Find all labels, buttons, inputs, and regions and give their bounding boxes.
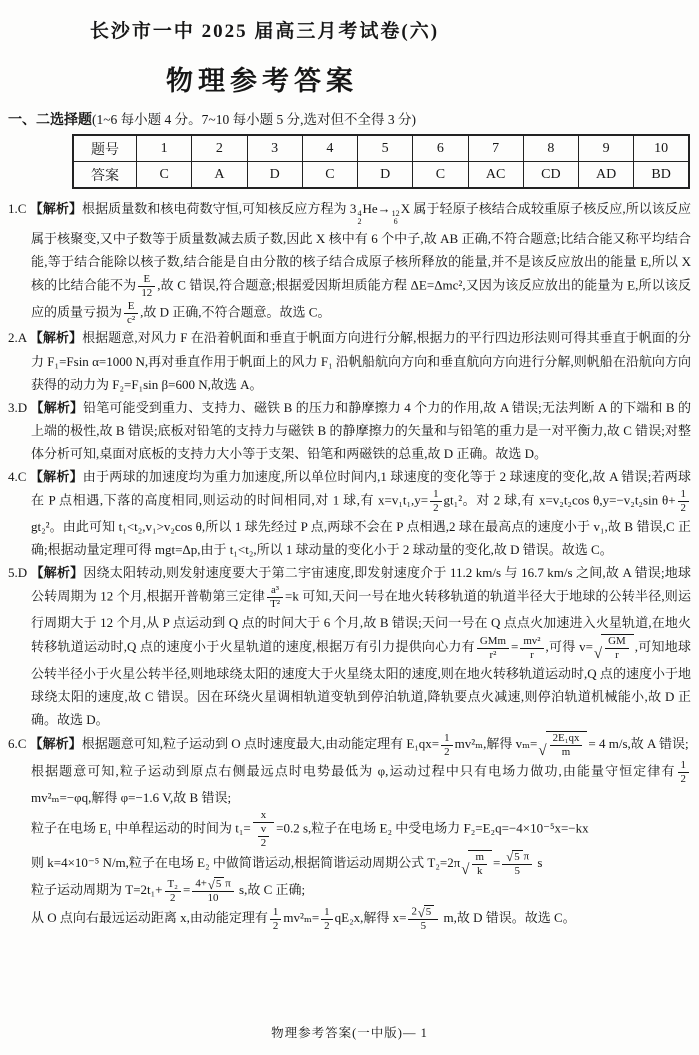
- answer-cell: CD: [523, 162, 578, 189]
- analysis-label: 【解析】: [29, 330, 83, 346]
- question-number-cell: 2: [192, 135, 247, 162]
- analysis-label: 【解析】: [29, 201, 83, 216]
- solution-number: 5.D: [8, 565, 31, 581]
- answer-cell: C: [302, 162, 357, 189]
- question-number-cell: 1: [137, 135, 192, 162]
- answer-cell: AC: [468, 162, 523, 189]
- solution-item-1.C: [8, 197, 691, 326]
- answers-title: 物理参考答案: [166, 66, 358, 96]
- solution-paragraph: 根据题意可知,粒子运动到原点右侧最远点时电势最低为 φ,运动过程中只有电场力做功,由能量守恒定律有 $\frac{1}{2}$ mv²ₘ=−φq,解得 φ=−1.6 V,故 B 错误;: [31, 759, 691, 809]
- number-row-header: 题号: [73, 135, 137, 162]
- solution-paragraph: 粒子在电场 E₁ 中单程运动的时间为 t₁= $\frac{x}{\frac{v}{2}}$ =0.2 s,粒子在电场 E₂ 中受电场力 F₂=E₂q=−4×10⁻⁵x=−kx: [31, 809, 589, 849]
- question-number-cell: 10: [634, 135, 689, 162]
- answer-table: [72, 134, 690, 189]
- solution-paragraph: 3.D 【解析】铅笔可能受到重力、支持力、磁铁 B 的压力和静摩擦力 4 个力的作用,故 A 错误;无法判断 A 的下端和 B 的上端的极性,故 B 错误;底板对铅笔的支持力与磁铁 B 的静摩擦力的矢量和与铅笔的重力是一对平衡力,故 C 错误;对整体分析可知,桌面对底板的支持力大小等于支架、铅笔和两磁铁的总重,故 D 正确。故选 D。: [8, 399, 691, 462]
- question-number-cell: 9: [579, 135, 634, 162]
- solution-paragraph: 1.C 【解析】根据质量数和核电荷数守恒,可知核反应方程为 3 4 2 He→ 12 6 X 属于轻原子核结合成较重原子核反应,所以该反应属于核聚变,又中子数等于质量数减去质子数,因此 X 核中有 6 个中子,故 AB 正确,不符合题意;比结合能又称平均结合能,等于结合能除以核子数,结合能是自由分散的核子结合成原子核所释放的能量,并不是该反应放出的能量 E,所以 X 核的比结合能不为 $\frac{E}{12}$ ,故 C 错误,符合题意;根据爱因斯坦质能方程 ΔE=Δmc²,又因为该反应放出的能量为 E,所以该反应的质量亏损为 $\frac{E}{\text{c²}}$ ,故 D 正确,不符合题意。故选 C。: [8, 201, 691, 326]
- analysis-label: 【解析】: [30, 399, 84, 415]
- solutions: [8, 197, 691, 933]
- solution-paragraph: 2.A 【解析】根据题意,对风力 F 在沿着帆面和垂直于帆面方向进行分解,根据力的平行四边形法则可得其垂直于帆面的分力 F₁=Fsin α=1000 N,再对垂直作用于帆面上的风力 F₁ 沿帆船航向方向和垂直航向方向进行分解,则帆船在沿航向方向获得的动力为 F₂=F₁sin β=600 N,故选 A。: [8, 330, 691, 392]
- answer-cell: C: [137, 162, 192, 189]
- analysis-label: 【解析】: [29, 736, 82, 752]
- solution-item-3.D: [8, 396, 691, 465]
- question-number-cell: 4: [302, 135, 357, 162]
- solution-paragraph: 4.C 【解析】由于两球的加速度均为重力加速度,所以单位时间内,1 球速度的变化等于 2 球速度的变化,故 A 错误;若两球在 P 点相遇,下落的高度相同,则运动的时间相同,对 1 球,有 x=v₁t₁,y= $\frac{1}{2}$ gt₁²。对 2 球,有 x=v₂t₂cos θ,y=−v₂t₂sin θ+ $\frac{1}{2}$ gt₂²。由此可知 t₁<t₂,v₁>v₂cos θ,所以 1 球先经过 P 点,两球不会在 P 点相遇,2 球在最高点的速度小于 v₁,故 B 错误,C 正确;根据动量定理可得 mgt=Δp,由于 t₁<t₂,所以 1 球动量的变化小于 2 球动量的变化,故 D 错误。故选 C。: [8, 469, 691, 558]
- exam-title: 长沙市一中 2025 届高三月考试卷(六): [89, 21, 440, 42]
- section-heading: [8, 108, 691, 129]
- answer-cell: AD: [579, 162, 634, 189]
- question-number-cell: 8: [523, 135, 578, 162]
- solution-number: 6.C: [8, 736, 30, 752]
- section-heading-bold: 一、二选择题: [8, 113, 92, 128]
- solution-number: 1.C: [8, 201, 30, 216]
- question-number-cell: 7: [468, 135, 523, 162]
- solution-item-6.C: [8, 731, 691, 933]
- solution-number: 4.C: [8, 469, 30, 485]
- solution-item-4.C: [8, 465, 691, 561]
- solution-item-2.A: [8, 326, 691, 395]
- answer-cell: D: [358, 162, 413, 189]
- question-number-cell: 5: [358, 135, 413, 162]
- question-number-cell: 3: [247, 135, 302, 162]
- analysis-label: 【解析】: [30, 565, 84, 581]
- solution-paragraph: 则 k=4×10⁻⁵ N/m,粒子在电场 E₂ 中做简谐运动,根据简谐运动周期公式 T₂=2π √ $\frac{m}{k}$ = √ 5 π 5 s: [31, 850, 543, 878]
- solution-number: 3.D: [8, 399, 31, 415]
- answer-cell: C: [413, 162, 468, 189]
- solution-paragraph: 从 O 点向右最远运动距离 x,由动能定理有 $\frac{1}{2}$ mv²ₘ= $\frac{1}{2}$ qE₂x,解得 x= 2 √ 5 5 m,故 D 错误。故选 C。: [31, 905, 576, 933]
- section-heading-note: (1~6 每小题 4 分。7~10 每小题 5 分,选对但不全得 3 分): [92, 112, 416, 127]
- answer-row-header: 答案: [73, 162, 137, 189]
- solution-paragraph: 粒子运动周期为 T=2t₁+ $\frac{\text{T₂}}{2}$ = 4+ √ 5 π 10 s,故 C 正确;: [31, 877, 306, 905]
- answer-cell: A: [192, 162, 247, 189]
- answer-cell: BD: [634, 162, 689, 189]
- page-footer: 物理参考答案(一中版)— 1: [271, 1026, 428, 1040]
- solution-paragraph: 6.C 【解析】根据题意可知,粒子运动到 O 点时速度最大,由动能定理有 E₁qx= $\frac{1}{2}$ mv²ₘ,解得 vₘ= √ $\frac{\text{2E₁qx}}{m}$ = 4 m/s,故 A 错误;: [8, 731, 689, 760]
- analysis-label: 【解析】: [29, 469, 83, 485]
- question-number-cell: 6: [413, 135, 468, 162]
- solution-paragraph: 5.D 【解析】因绕太阳转动,则发射速度要大于第二宇宙速度,即发射速度介于 11.2 km/s 与 16.7 km/s 之间,故 A 错误;地球公转周期为 12 个月,根据开普勒第三定律 $\frac{\text{a³}}{\text{T²}}$ =k 可知,天问一号在地火转移轨道的轨道半径大于地球的公转半径,则运行周期大于 12 个月,从 P 点运动到 Q 点的时间大于 6 个月,故 B 错误;天问一号在 Q 点点火加速进入火星轨道,在地火转移轨道运动时,Q 点的速度小于火星轨道的速度,根据万有引力提供向心力有 $\frac{\text{GMm}}{\text{r²}}$ = $\frac{\text{mv²}}{r}$ ,可得 v= √ $\frac{GM}{r}$ ,可知地球公转半径小于火星公转半径,则地球绕太阳的速度大于火星绕太阳的速度,则在地火转移轨道运动时,Q 点的速度小于地球绕太阳的速度,故 C 错误。因在环绕火星调相轨道变轨到停泊轨道,降轨要点火减速,则停泊轨道机械能小,故 D 正确。故选 D。: [8, 565, 691, 728]
- solution-number: 2.A: [8, 330, 30, 346]
- solution-item-5.D: [8, 561, 691, 731]
- answer-cell: D: [247, 162, 302, 189]
